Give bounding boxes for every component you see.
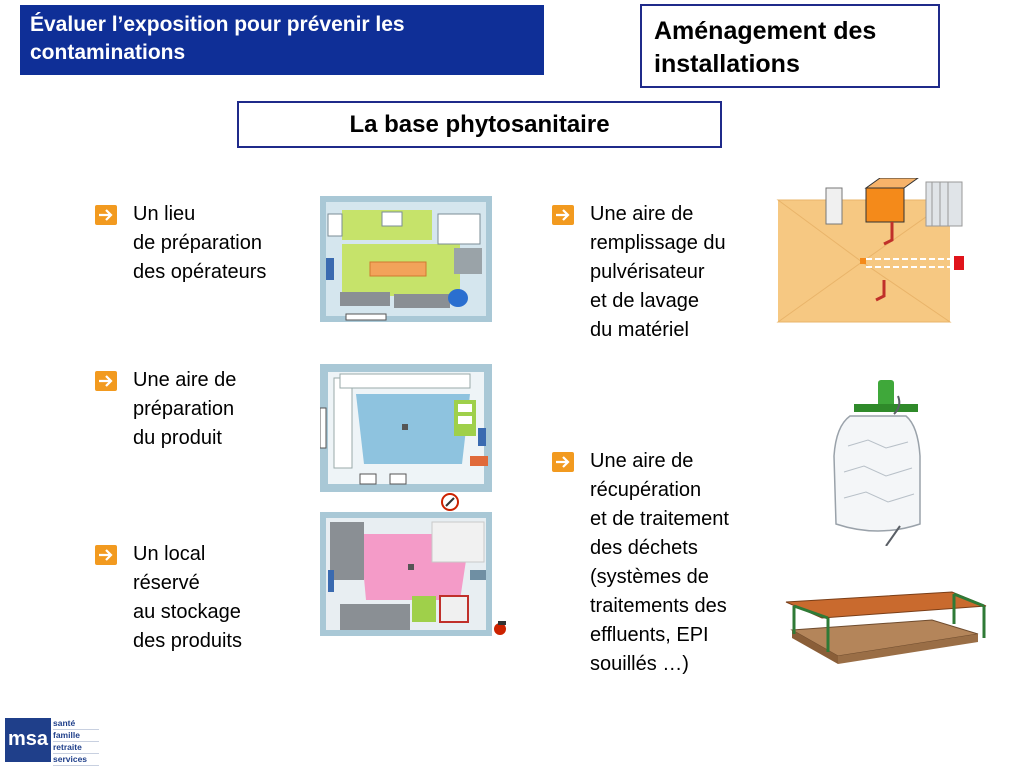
arrow-bullet-icon [95,545,117,565]
item-line: et de lavage [590,290,699,312]
logo-mark-text: msa [7,728,49,750]
item-line: Une aire de [590,450,694,472]
extinguisher-icon [490,620,510,636]
item-line: Une aire de [133,369,237,391]
item-line: et de traitement [590,508,729,530]
item-line: (systèmes de [590,566,709,588]
section-title-line2: installations [654,50,800,78]
arrow-bullet-icon [95,371,117,391]
item-line: du produit [133,427,222,449]
item-local-stockage [133,540,242,656]
arrow-bullet-icon [552,205,574,225]
item-preparation-produit [133,366,236,453]
item-line: au stockage [133,601,241,623]
msa-logo-mark [5,718,51,762]
item-line: des déchets [590,537,698,559]
item-line: Une aire de [590,203,694,225]
biobed-illustration [782,586,988,666]
arrow-bullet-icon [95,205,117,225]
waste-bag-illustration [828,376,928,546]
item-preparation-lieu [133,200,266,287]
logo-word: famille [53,730,99,742]
item-line: préparation [133,398,235,420]
item-line: pulvérisateur [590,261,705,283]
section-title-line1: Aménagement des [654,17,877,45]
logo-word: santé [53,718,99,730]
item-line: remplissage du [590,232,726,254]
product-area-illustration [320,364,492,492]
slide-title-line1: Évaluer l’exposition pour prévenir les [30,13,405,36]
item-aire-recuperation [590,447,729,679]
item-line: des produits [133,630,242,652]
logo-word: services [53,754,99,766]
filling-area-illustration [776,178,966,324]
item-line: réservé [133,572,200,594]
item-line: de préparation [133,232,262,254]
msa-logo-words [53,718,99,766]
operator-room-illustration [320,196,492,322]
item-line: Un local [133,543,206,565]
arrow-bullet-icon [552,452,574,472]
slide-title [20,5,544,75]
glove-icon [440,492,460,512]
item-line: traitements des [590,595,727,617]
item-aire-remplissage [590,200,726,345]
subtitle-box: La base phytosanitaire [237,101,722,148]
section-title [640,4,940,88]
item-line: effluents, EPI [590,624,709,646]
item-line: récupération [590,479,702,501]
slide-title-line2: contaminations [30,41,186,64]
storage-room-illustration [320,512,492,636]
item-line: souillés …) [590,653,689,675]
item-line: des opérateurs [133,261,267,283]
logo-word: retraite [53,742,99,754]
item-line: Un lieu [133,203,196,225]
item-line: du matériel [590,319,689,341]
